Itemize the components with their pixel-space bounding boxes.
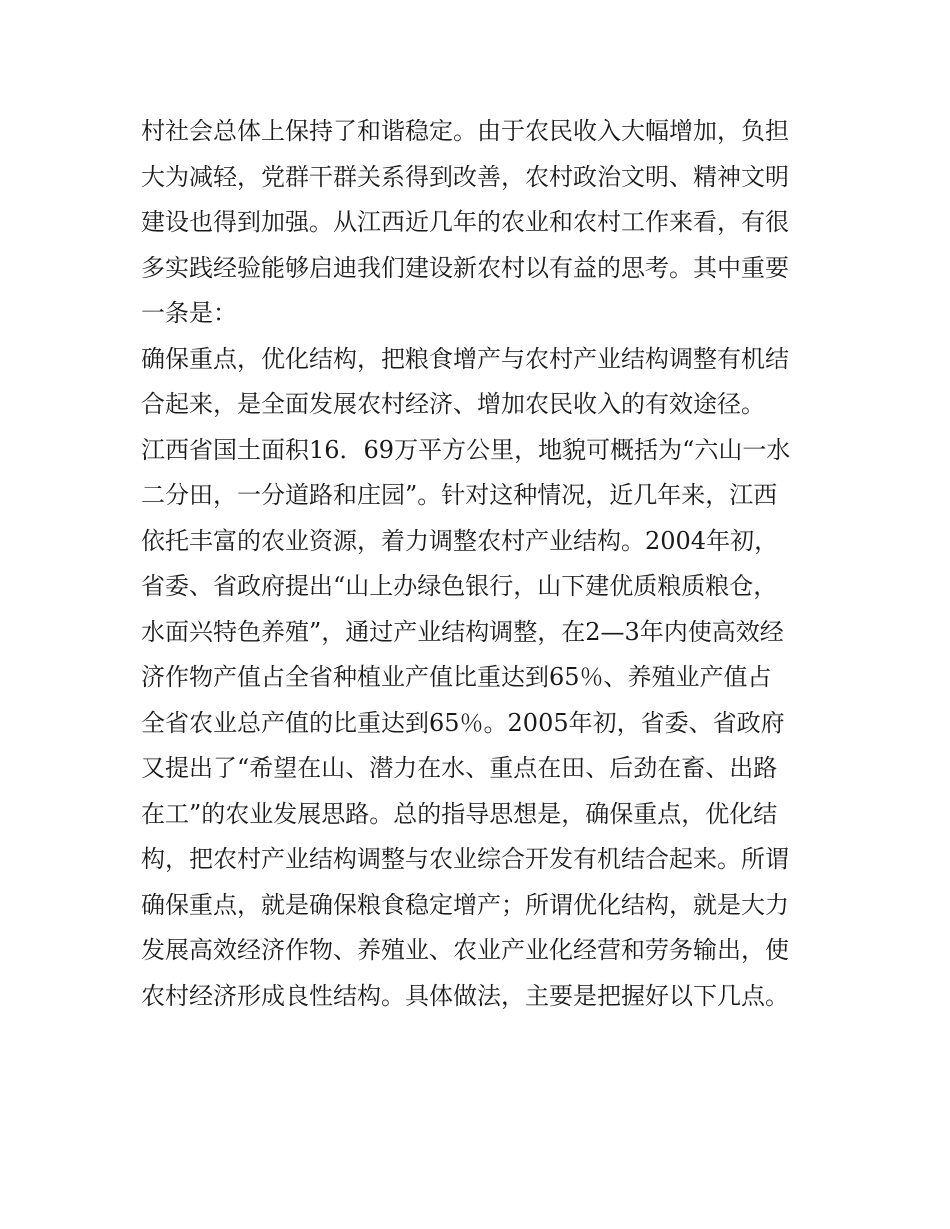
- text-line: 二分田，一分道路和庄园”。针对这种情况，近几年来，江西: [141, 481, 778, 509]
- text-line: 村社会总体上保持了和谐稳定。由于农民收入大幅增加，负担: [141, 117, 789, 145]
- text-line: 水面兴特色养殖”，通过产业结构调整，在2—3年内使高效经: [141, 617, 784, 646]
- text-line: 确保重点，优化结构，把粮食增产与农村产业结构调整有机结: [141, 344, 789, 373]
- text-line: 在工”的农业发展思路。总的指导思想是，确保重点，优化结: [141, 799, 778, 828]
- text-line: 省委、省政府提出“山上办绿色银行，山下建优质粮质粮仓，: [141, 572, 778, 600]
- text-line: 合起来，是全面发展农村经济、增加农民收入的有效途径。: [141, 390, 765, 418]
- text-line: 农村经济形成良性结构。具体做法，主要是把握好以下几点。: [141, 981, 789, 1010]
- text-line: 大为减轻，党群干群关系得到改善，农村政治文明、精神文明: [141, 162, 789, 191]
- text-line: 构，把农村产业结构调整与农业综合开发有机结合起来。所谓: [141, 845, 789, 873]
- document-body: [141, 109, 821, 1019]
- text-line: 江西省国土面积16．69万平方公里，地貌可概括为“六山一水: [141, 435, 791, 464]
- text-line: 确保重点，就是确保粮食稳定增产；所谓优化结构，就是大力: [141, 890, 789, 919]
- text-line: 发展高效经济作物、养殖业、农业产业化经营和劳务输出，使: [141, 936, 789, 964]
- text-line: 依托丰富的农业资源，着力调整农村产业结构。2004年初，: [141, 526, 779, 555]
- text-line: 又提出了“希望在山、潜力在水、重点在田、后劲在畜、出路: [141, 754, 778, 782]
- text-line: 建设也得到加强。从江西近几年的农业和农村工作来看，有很: [141, 208, 789, 236]
- text-line: 一条是：: [141, 299, 237, 327]
- text-line: 多实践经验能够启迪我们建设新农村以有益的思考。其中重要: [141, 253, 789, 282]
- text-line: 济作物产值占全省种植业产值比重达到65％、养殖业产值占: [141, 663, 772, 691]
- text-line: 全省农业总产值的比重达到65％。2005年初，省委、省政府: [141, 708, 785, 737]
